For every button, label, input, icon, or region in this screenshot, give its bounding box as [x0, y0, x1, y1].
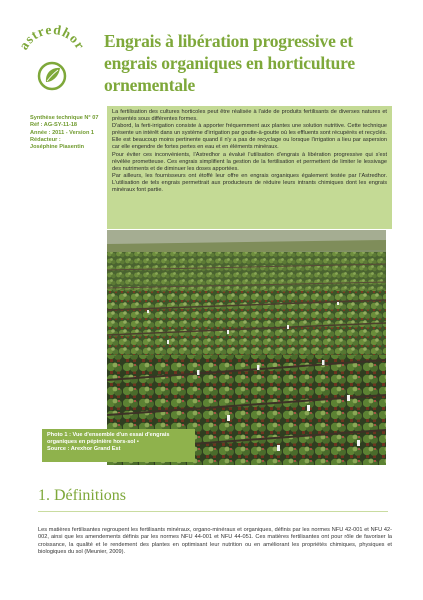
astredhor-logo [12, 18, 92, 98]
caption-source: Source : Arexhor Grand Est [47, 446, 121, 453]
intro-paragraph-4: Par ailleurs, les fournisseurs ont étoffé leur offre en engrais organiques également testée par l'Astredhor. L'utilisation de tels engrais permettrait aux producteurs de réduire leurs intrants chimiques dont les engrais minéraux font partie. [112, 172, 387, 194]
svg-text:astredhor [16, 22, 88, 52]
intro-paragraph-3: Pour éviter ces inconvénients, l'Astredhor a évalué l'utilisation d'engrais à libération progressive qui s'est révélée prometteuse. Ces engrais simplifient la gestion de la fertilisation et permettent de limiter le lessivage des nutriments et de diminuer les doses apportées. [112, 151, 387, 172]
intro-paragraph-2: D'abord, la ferti-irrigation consiste à apporter fréquemment aux plantes une solution nutritive. Cette technique présente un intérêt dans un système d'irrigation par goutte-à-goutte où les effluents sont récupérés et recyclés. Elle est beaucoup moins pertinente quand il n'y a pas de recyclage ou lorsque l'irrigation a lieu par aspersion car elle engendre de fortes pertes en eau et en éléments minéraux. [112, 123, 387, 151]
document-meta [30, 115, 110, 151]
page-title: Engrais à libération progressive et engrais organiques en horticulture ornementale [104, 31, 356, 95]
caption-line-1: Photo 1 : Vue d'ensemble d'un essai d'engrais [47, 432, 170, 438]
meta-reference: Réf : AG-SY-11-18 [30, 122, 78, 129]
caption-line-2: organiques en pépinière hors-sol • [47, 439, 139, 446]
section-divider [38, 511, 388, 512]
meta-redacteur-name: Joséphine Piasentin [30, 144, 85, 151]
meta-annee: Année : 2011 - Version 1 [30, 129, 95, 136]
section-heading-definitions: 1. Définitions [38, 487, 126, 504]
meta-synthese: Synthèse technique N° 07 [30, 115, 99, 121]
intro-paragraph-1: La fertilisation des cultures horticoles peut être réalisée à l'aide de produits fertilisants de diverses natures et présentés sous différentes formes. [112, 109, 387, 123]
photo-caption [42, 429, 195, 462]
intro-box [107, 106, 392, 229]
section-body-paragraph: Les matières fertilisantes regroupent les fertilisants minéraux, organo-minéraux et organiques, définis par les normes NFU 42-001 et NFU 42-002, ainsi que les amendements définis par les normes NFU 44-001 et NFU 44-051. Ces matières fertilisantes ont pour rôle de favoriser la croissance, la qualité et le rendement des plantes en optimisant leur nutrition ou en améliorant les propriétés chimiques, physiques et biologiques du sol (Meunier, 2009). [38, 527, 392, 556]
meta-redacteur-label: Rédacteur : [30, 136, 61, 143]
logo-text: astredhor [15, 21, 89, 53]
